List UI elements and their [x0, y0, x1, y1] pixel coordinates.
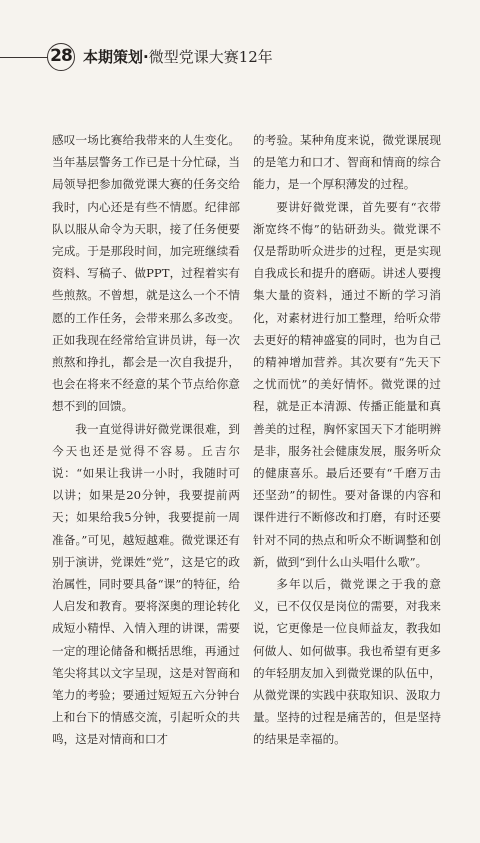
- page-number-badge: 28: [47, 43, 75, 71]
- article-left-column: [52, 129, 240, 751]
- article-right-column: [253, 129, 441, 751]
- paragraph: 的考验。某种角度来说，微党课展现的是笔力和口才、智商和情商的综合能力，是一个厚积薄发的过程。: [253, 133, 441, 192]
- header-title: [83, 46, 273, 68]
- paragraph: 感叹一场比赛给我带来的人生变化。当年基层警务工作已是十分忙碌，当局领导把参加微党课大赛的任务交给我时，内心还是有些不情愿。纪律部队以服从命令为天职，接了任务便要完成。于是那段时间，加完班继续看资料、写稿子、做PPT，过程着实有些煎熬。不曾想，就是这么一个不情愿的工作任务，会带来那么多改变。正如我现在经常给宣讲员讲，每一次煎熬和挣扎，都会是一次自我提升，也会在将来不经意的某个节点给你意想不到的回馈。: [52, 133, 240, 414]
- section-label: 本期策划: [83, 48, 144, 66]
- paragraph: 我一直觉得讲好微党课很难，到今天也还是觉得不容易。丘吉尔说：“如果让我讲一小时，我随时可以讲；如果是20分钟，我要提前两天；如果给我5分钟，我要提前一周准备。”可见，越短越难。微党课还有别于演讲，党课姓“党”，这是它的政治属性，同时要具备“课”的特征，给人启发和教育。要将深奥的理论转化成短小精悍、入情入理的讲课，需要一定的理论储备和概括思维，再通过笔尖将其以文字呈现，这是对智商和笔力的考验；要通过短短五六分钟台上和台下的情感交流，引起听众的共鸣，这是对情商和口才: [52, 421, 240, 747]
- paragraph: 要讲好微党课，首先要有“衣带渐宽终不悔”的钻研劲头。微党课不仅是帮助听众进步的过程，更是实现自我成长和提升的磨砺。讲述人要搜集大量的资料，通过不断的学习消化，对素材进行加工整理，给听众带去更好的精神盛宴的同时，也为自己的精神增加营养。其次要有“先天下之忧而忧”的美好情怀。微党课的过程，就是正本清源、传播正能量和真善美的过程，胸怀家国天下才能明辨是非，服务社会健康发展，服务听众的健康喜乐。最后还要有“千磨万击还坚劲”的韧性。要对备课的内容和课件进行不断修改和打磨，有时还要针对不同的热点和听众不断调整和创新，做到“到什么山头唱什么歌”。: [253, 199, 441, 569]
- paragraph: 多年以后，微党课之于我的意义，已不仅仅是岗位的需要，对我来说，它更像是一位良师益友，教我如何做人、如何做事。我也希望有更多的年轻朋友加入到微党课的队伍中，从微党课的实践中获取知识、汲取力量。坚持的过程是痛苦的，但是坚持的结果是幸福的。: [253, 577, 441, 747]
- series-title: 微型党课大赛12年: [148, 48, 273, 66]
- header-separator: ·: [143, 48, 149, 66]
